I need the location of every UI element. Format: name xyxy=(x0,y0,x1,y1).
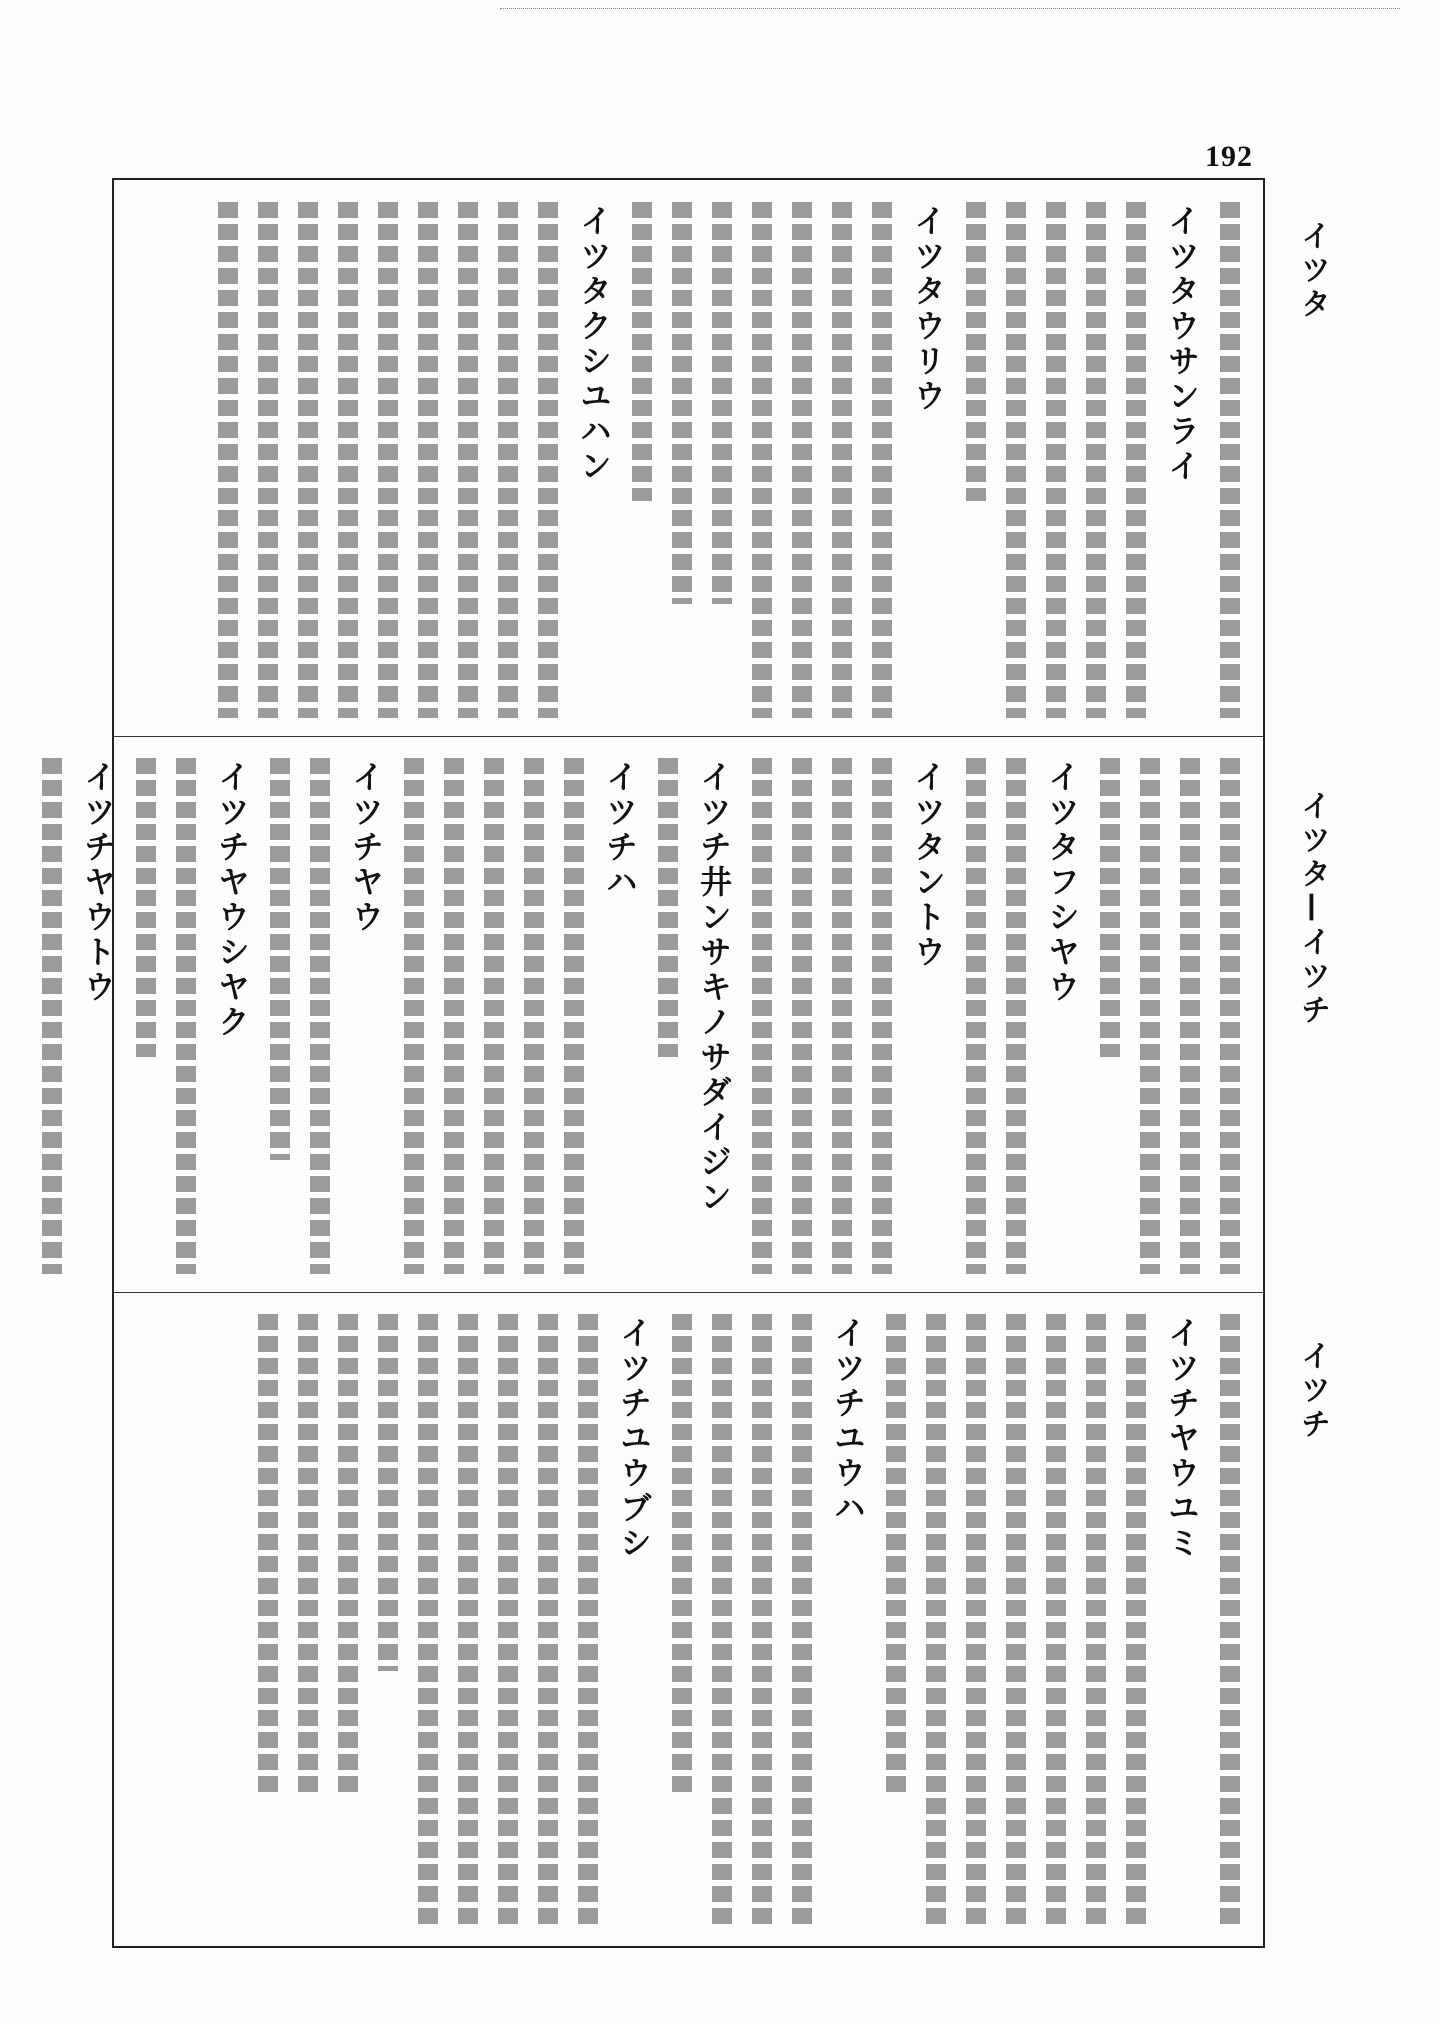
page-number: 192 xyxy=(1205,140,1253,173)
text-column xyxy=(37,754,67,1274)
text-column xyxy=(493,1310,523,1930)
text-column xyxy=(333,1310,363,1930)
text-column xyxy=(533,198,563,718)
text-column xyxy=(1041,198,1071,718)
text-column xyxy=(333,198,363,718)
text-column xyxy=(881,1310,911,1930)
text-column xyxy=(399,754,429,1274)
text-column xyxy=(747,1310,777,1930)
guide-word-1: イツタ xyxy=(1295,220,1330,322)
text-column xyxy=(439,754,469,1274)
text-column xyxy=(213,198,243,718)
text-column xyxy=(559,754,589,1274)
text-column xyxy=(373,1310,403,1930)
text-column xyxy=(1215,198,1245,718)
headword: イツタウリウ xyxy=(909,204,947,414)
band-top xyxy=(114,198,1263,718)
band-divider xyxy=(114,736,1263,737)
text-column xyxy=(961,754,991,1274)
guide-word-2: イツタ—イツチ xyxy=(1295,790,1330,1028)
text-column xyxy=(1095,754,1125,1274)
band-bottom xyxy=(114,1310,1263,1930)
text-column xyxy=(667,198,697,718)
text-column xyxy=(1001,754,1031,1274)
text-column xyxy=(921,1310,951,1930)
text-column xyxy=(787,1310,817,1930)
text-column xyxy=(667,1310,697,1930)
text-column xyxy=(171,754,201,1274)
text-column xyxy=(747,198,777,718)
text-column xyxy=(961,1310,991,1930)
headword: イツタウサンライ xyxy=(1163,204,1201,484)
text-column xyxy=(1081,1310,1111,1930)
text-column xyxy=(707,1310,737,1930)
text-column xyxy=(533,1310,563,1930)
text-column xyxy=(373,198,403,718)
headword: イツチヤウ xyxy=(347,760,385,935)
text-column xyxy=(413,1310,443,1930)
text-column xyxy=(265,754,295,1274)
text-column xyxy=(627,198,657,718)
band-middle xyxy=(79,754,1263,1274)
text-column xyxy=(787,754,817,1274)
headword: イツタントウ xyxy=(909,760,947,970)
text-column xyxy=(293,1310,323,1930)
text-column xyxy=(747,754,777,1274)
text-column xyxy=(1121,1310,1151,1930)
text-column xyxy=(413,198,443,718)
text-column xyxy=(827,754,857,1274)
text-column xyxy=(131,754,161,1274)
text-column xyxy=(867,754,897,1274)
text-column xyxy=(1001,1310,1031,1930)
text-column xyxy=(253,198,283,718)
text-column xyxy=(653,754,683,1274)
text-column xyxy=(573,1310,603,1930)
text-column xyxy=(1135,754,1165,1274)
text-column xyxy=(827,198,857,718)
text-column xyxy=(453,198,483,718)
text-column xyxy=(1041,1310,1071,1930)
text-column xyxy=(787,198,817,718)
dictionary-frame xyxy=(79,178,1265,1948)
text-column xyxy=(493,198,523,718)
headword: イツチユウハ xyxy=(829,1316,867,1526)
text-column xyxy=(253,1310,283,1930)
text-column xyxy=(707,198,737,718)
text-column xyxy=(293,198,323,718)
text-column xyxy=(453,1310,483,1930)
text-column xyxy=(867,198,897,718)
headword: イツタフシヤウ xyxy=(1043,760,1081,1005)
text-column xyxy=(1081,198,1111,718)
headword: イツタクシユハン xyxy=(575,204,613,484)
headword: イツチヤウユミ xyxy=(1163,1316,1201,1561)
text-column xyxy=(519,754,549,1274)
top-rule xyxy=(500,8,1400,9)
headword: イツチ井ンサキノサダイジン xyxy=(695,760,733,1215)
guide-word-3: イツチ xyxy=(1295,1340,1330,1442)
text-column xyxy=(961,198,991,718)
headword: イツチヤウトウ xyxy=(79,760,117,1005)
text-column xyxy=(479,754,509,1274)
headword: イツチハ xyxy=(601,760,639,900)
text-column xyxy=(1215,754,1245,1274)
headword: イツチユウブシ xyxy=(615,1316,653,1561)
text-column xyxy=(305,754,335,1274)
text-column xyxy=(1001,198,1031,718)
headword: イツチヤウシヤク xyxy=(213,760,251,1040)
text-column xyxy=(1215,1310,1245,1930)
text-column xyxy=(1121,198,1151,718)
text-column xyxy=(1175,754,1205,1274)
band-divider xyxy=(114,1292,1263,1293)
